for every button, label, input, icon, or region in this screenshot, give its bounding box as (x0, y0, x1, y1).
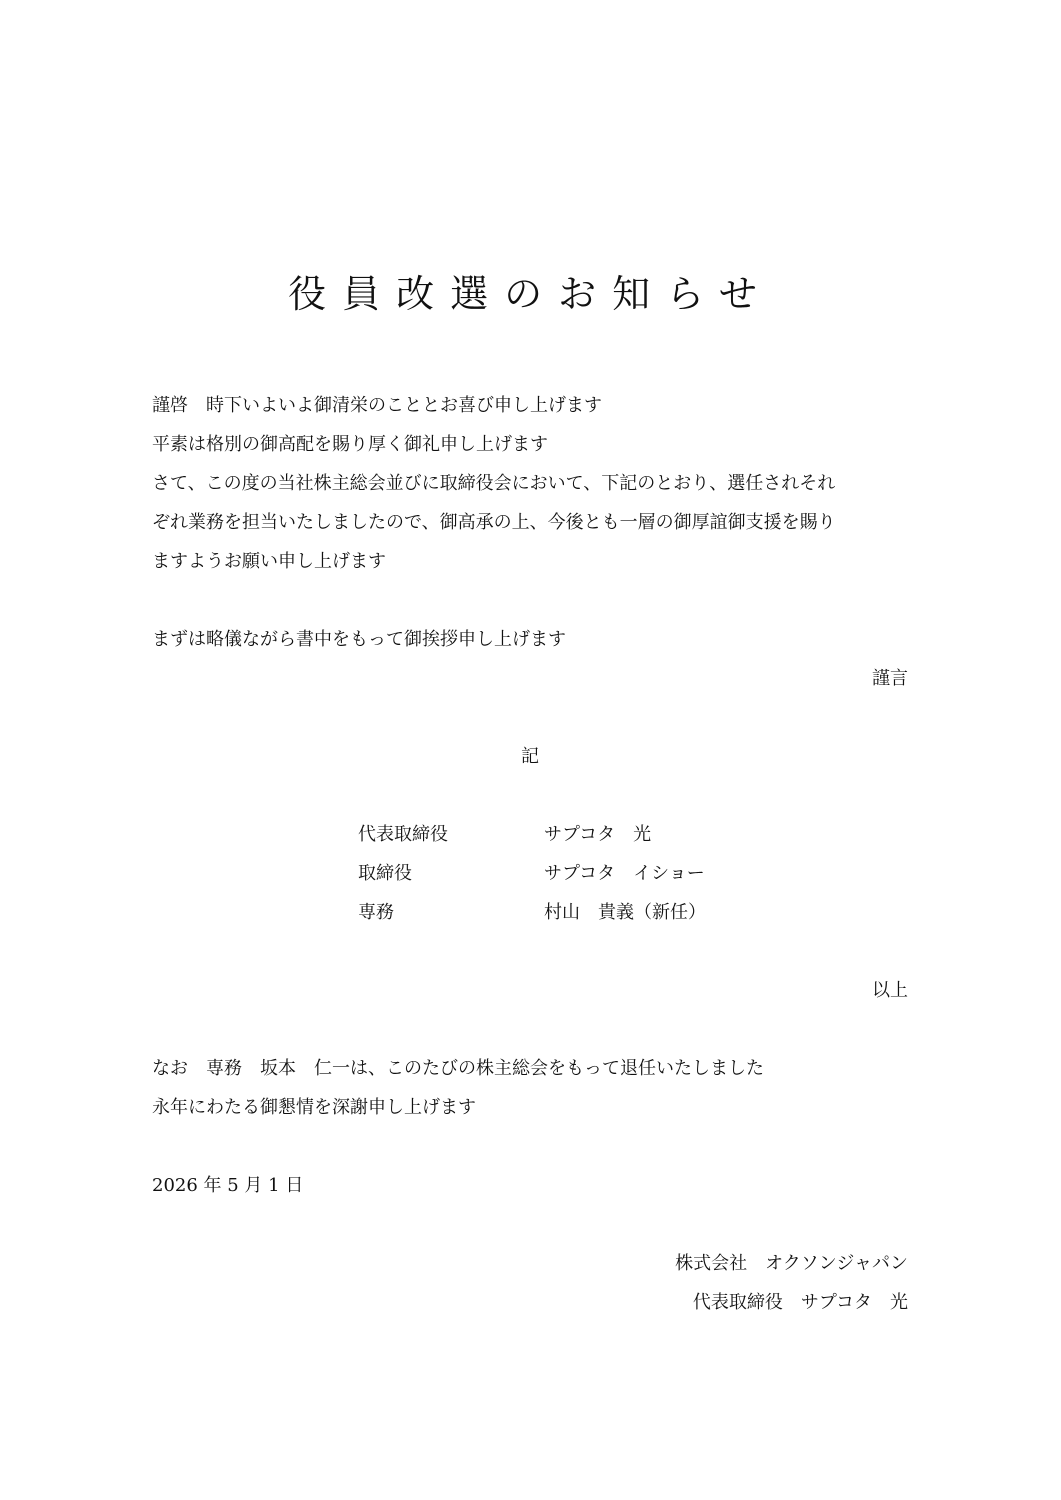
officer-name-1: サプコタ 光 (544, 824, 652, 845)
greeting-line-1: 謹啓 時下いよいよ御清栄のこととお喜び申し上げます (152, 395, 602, 416)
ijo-label: 以上 (872, 980, 908, 1001)
greeting-line-3: さて、この度の当社株主総会並びに取締役会において、下記のとおり、選任されそれ (152, 473, 836, 494)
closing-line: まずは略儀ながら書中をもって御挨拶申し上げます (152, 629, 566, 650)
officer-role-2: 取締役 (358, 863, 412, 884)
kingen-label: 謹言 (872, 668, 908, 689)
document-title: 役員改選のお知らせ (288, 272, 773, 316)
officer-name-3: 村山 貴義（新任） (544, 902, 706, 923)
officer-name-2: サプコタ イショー (544, 863, 705, 884)
greeting-line-5: ますようお願い申し上げます (152, 551, 386, 572)
signatory-name: 代表取締役 サプコタ 光 (692, 1292, 908, 1313)
note-line-1: なお 専務 坂本 仁一は、このたびの株主総会をもって退任いたしました (152, 1058, 764, 1079)
letter-date: 2026 年 5 月 1 日 (152, 1175, 304, 1196)
officer-role-1: 代表取締役 (358, 824, 448, 845)
greeting-line-2: 平素は格別の御高配を賜り厚く御礼申し上げます (152, 434, 548, 455)
note-line-2: 永年にわたる御懇情を深謝申し上げます (152, 1097, 476, 1118)
officer-role-3: 専務 (358, 902, 394, 923)
greeting-line-4: ぞれ業務を担当いたしましたので、御高承の上、今後とも一層の御厚誼御支援を賜り (152, 512, 836, 533)
company-name: 株式会社 オクソンジャパン (675, 1253, 908, 1274)
ki-label: 記 (521, 746, 539, 767)
